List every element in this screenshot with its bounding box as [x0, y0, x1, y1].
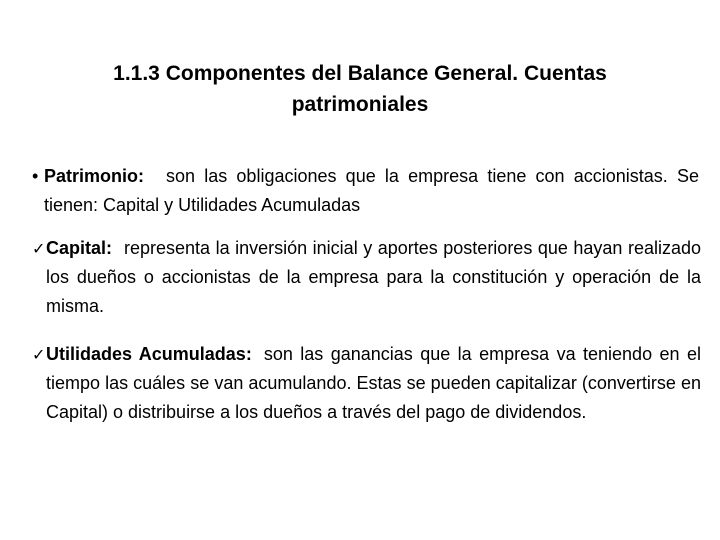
bullet-patrimonio: [32, 162, 699, 220]
bullet-capital: [32, 234, 701, 321]
term-utilidades-acumuladas: Utilidades Acumuladas:: [46, 344, 252, 364]
bullet-icon: •: [32, 166, 39, 186]
definition-capital: representa la inversión inicial y aportes posteriores que hayan realizado los dueños o accionistas de la empresa para la constitución y operación de la misma.: [46, 238, 701, 316]
term-capital: Capital:: [46, 238, 113, 258]
slide-title: 1.1.3 Componentes del Balance General. Cuentas patrimoniales: [113, 62, 607, 116]
definition-patrimonio: son las obligaciones que la empresa tiene con accionistas. Se tienen: Capital y Utilidades Acumuladas: [44, 166, 699, 215]
bullet-utilidades: [32, 340, 701, 427]
definition-utilidades-acumuladas: son las ganancias que la empresa va teniendo en el tiempo las cuáles se van acumulando. Estas se pueden capitalizar (convertirse en Capital) o distribuirse a los dueños a través del pago de dividendos.: [46, 344, 701, 422]
term-patrimonio: Patrimonio:: [44, 166, 145, 186]
checkmark-icon: ✓: [32, 345, 46, 364]
checkmark-icon: ✓: [32, 239, 46, 258]
